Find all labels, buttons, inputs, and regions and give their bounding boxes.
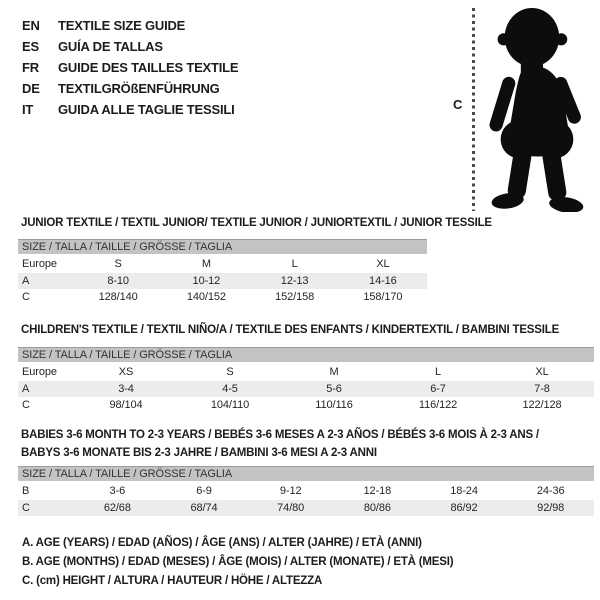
table-cell: 3-6 [109,485,126,498]
table-row [18,381,594,398]
table-cell: 12-18 [363,485,392,498]
table-cell: 116/122 [418,399,458,412]
table-cell: 110/116 [315,399,353,412]
size-header-bar: SIZE / TALLA / TAILLE / GRÖSSE / TAGLIA [18,466,594,481]
table-row [18,364,594,381]
table-cell: S [226,366,234,379]
language-label: TEXTILE SIZE GUIDE [58,18,186,33]
table-cell: 12-13 [280,274,309,287]
figure-height-illustration [440,0,600,215]
table-cell: 80/86 [363,501,391,514]
table-cell: 152/158 [275,291,315,304]
footnote-line: B. AGE (MONTHS) / EDAD (MESES) / ÂGE (MOIS) / ALTER (MONATE) / ETÀ (MESI) [22,556,454,568]
table-cell: 9-12 [279,485,302,498]
size-header-bar: SIZE / TALLA / TAILLE / GRÖSSE / TAGLIA [18,239,427,254]
footnote-line: A. AGE (YEARS) / EDAD (AÑOS) / ÂGE (ANS) / ALTER (JAHRE) / ETÀ (ANNI) [22,537,422,549]
table-title [18,324,594,337]
language-code: IT [22,102,34,117]
size-header-bar: SIZE / TALLA / TAILLE / GRÖSSE / TAGLIA [18,347,594,362]
table-cell: S [114,258,122,271]
size-table-section-junior [18,217,594,306]
table-row [18,273,427,290]
table-cell: 86/92 [450,501,478,514]
table-cell: 6-7 [430,382,446,395]
table-cell: 128/140 [98,291,138,304]
language-row [22,36,238,57]
table-cell: 74/80 [277,501,305,514]
language-code: EN [22,18,40,33]
language-code: FR [22,60,39,75]
table-cell: 8-10 [107,274,129,287]
table-cell: 10-12 [192,274,221,287]
table-row [18,500,594,517]
table-title [18,217,594,230]
table-row [18,289,427,306]
table-cell: 68/74 [190,501,218,514]
language-code: ES [22,39,39,54]
table-title-line: BABIES 3-6 MONTH TO 2-3 YEARS / BEBÉS 3-6 MESES A 2-3 AÑOS / BÉBÉS 3-6 MOIS À 2-3 ANS / [21,429,539,441]
table-cell: 104/110 [210,399,250,412]
table-cell: 14-16 [369,274,397,287]
row-label: Europe [22,258,57,271]
table-cell: M [201,258,211,271]
table-cell: 98/104 [109,399,143,412]
size-table-section-babies [18,426,594,516]
height-marker-label: C [453,97,463,112]
table-title-line: BABYS 3-6 MONATE BIS 2-3 JAHRE / BAMBINI 3-6 MESI A 2-3 ANNI [21,447,377,459]
row-label: Europe [22,366,57,379]
language-code: DE [22,81,40,96]
language-row [22,99,238,120]
row-label: C [22,501,30,514]
language-list [22,15,238,120]
size-table [18,466,594,516]
table-cell: 158/170 [363,291,403,304]
table-cell: M [329,366,339,379]
table-cell: 6-9 [196,485,212,498]
language-label: GUIDA ALLE TAGLIE TESSILI [58,102,235,117]
language-row [22,57,238,78]
table-cell: 5-6 [326,382,342,395]
table-title-line: CHILDREN'S TEXTILE / TEXTIL NIÑO/A / TEXTILE DES ENFANTS / KINDERTEXTIL / BAMBINI TESSILE [21,324,560,336]
table-title [18,426,594,462]
table-cell: XS [118,366,134,379]
table-cell: L [434,366,442,379]
table-cell: 7-8 [534,382,550,395]
table-cell: XL [535,366,549,379]
language-label: GUIDE DES TAILLES TEXTILE [58,60,239,75]
table-cell: 18-24 [450,485,478,498]
row-label: A [22,382,30,395]
language-row [22,78,238,99]
baby-silhouette-image [481,5,598,212]
table-title-line: JUNIOR TEXTILE / TEXTIL JUNIOR/ TEXTILE JUNIOR / JUNIORTEXTIL / JUNIOR TESSILE [21,217,492,229]
row-label: C [22,399,30,412]
table-cell: 62/68 [103,501,131,514]
language-label: GUÍA DE TALLAS [58,39,163,54]
table-row [18,397,594,414]
table-cell: 92/98 [537,501,565,514]
table-row [18,483,594,500]
table-row [18,256,427,273]
table-cell: 122/128 [522,399,562,412]
height-dashed-line [472,8,475,211]
table-cell: L [291,258,298,271]
table-cell: XL [376,258,390,271]
table-cell: 3-4 [118,382,134,395]
table-cell: 24-36 [536,485,565,498]
row-label: A [22,274,30,287]
row-label: C [22,291,30,304]
table-cell: 140/152 [186,291,226,304]
size-table [18,239,427,306]
size-table-section-children [18,324,594,414]
footnote-legend [22,534,453,591]
language-label: TEXTILGRÖßENFÜHRUNG [58,81,220,96]
row-label: B [22,485,30,498]
table-cell: 4-5 [222,382,238,395]
size-table [18,347,594,414]
footnote-line: C. (cm) HEIGHT / ALTURA / HAUTEUR / HÖHE / ALTEZZA [22,575,323,587]
language-row [22,15,238,36]
